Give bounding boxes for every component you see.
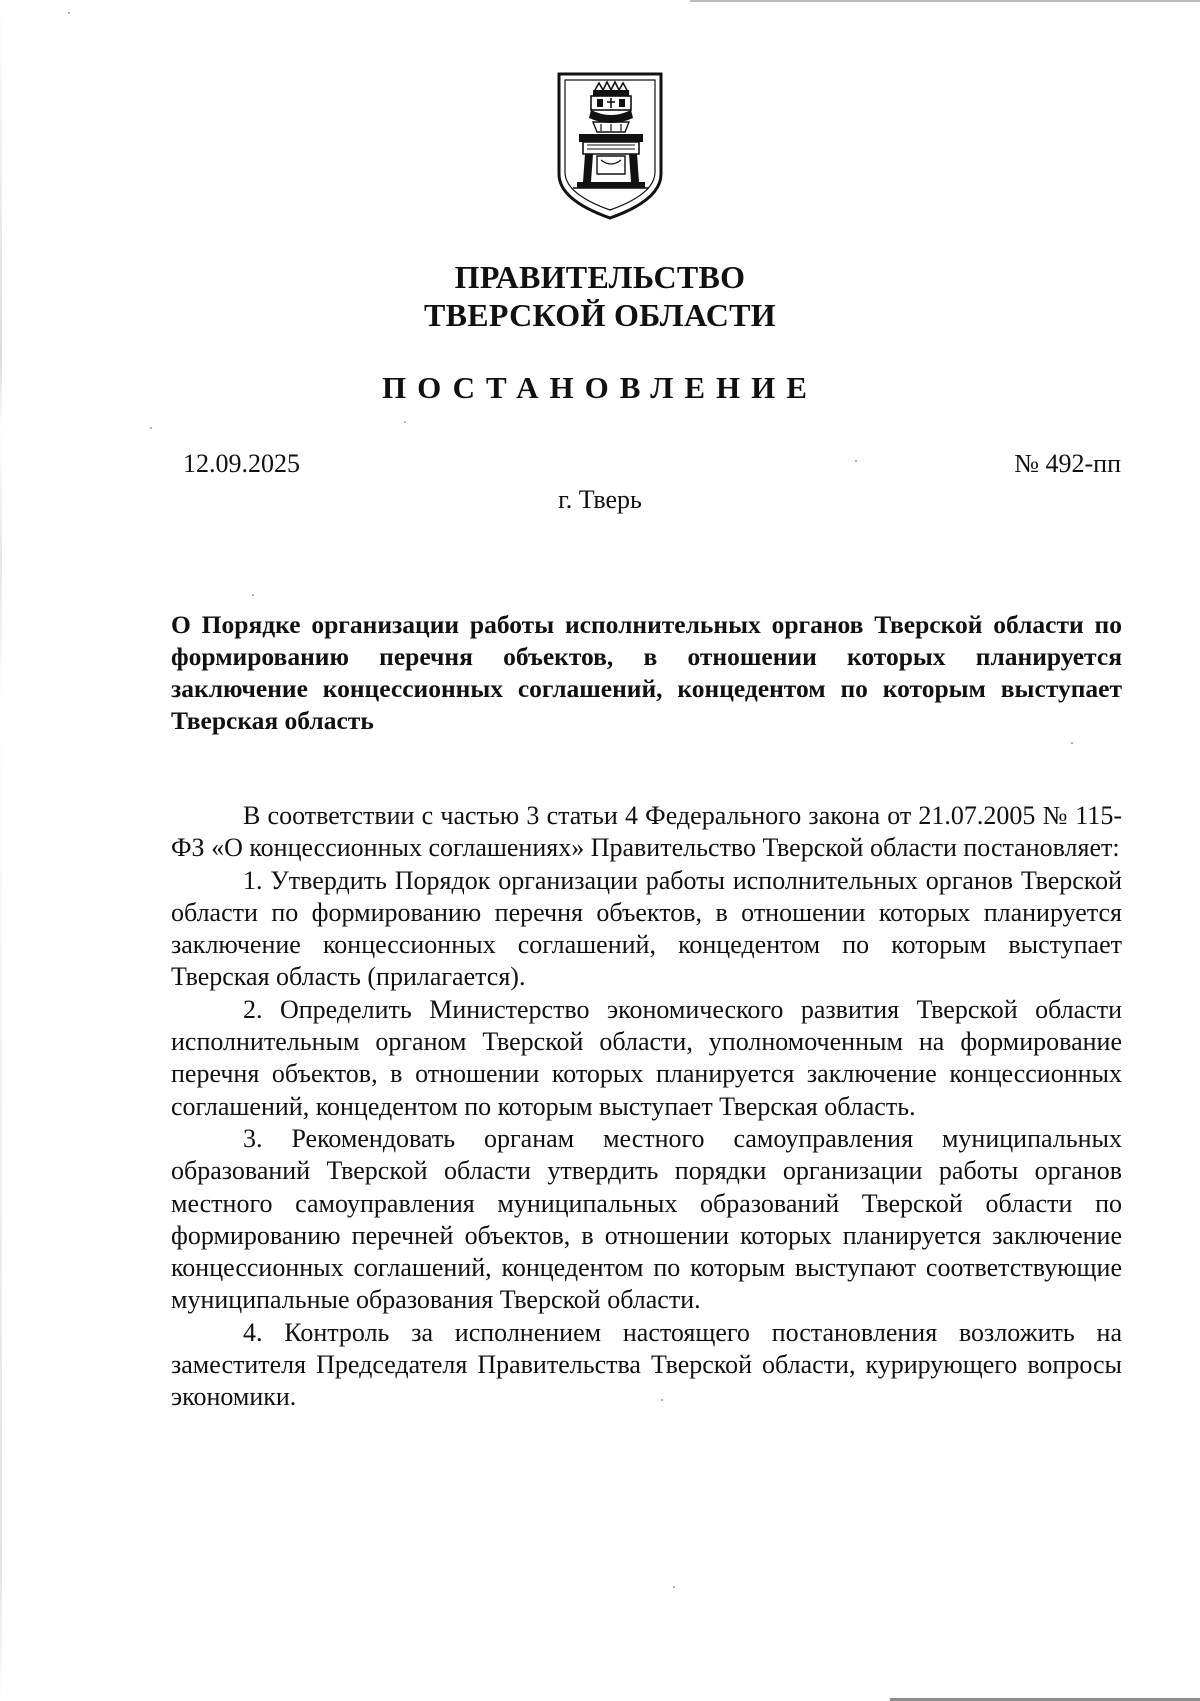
scan-speck [150, 427, 152, 429]
document-body [171, 800, 1122, 1414]
tver-coat-of-arms-icon [553, 70, 667, 222]
scan-speck [855, 460, 857, 462]
body-item-1: 1. Утвердить Порядок организации работы исполнительных органов Тверской области по формированию перечня объектов, в отношении которых планируется заключение концессионных соглашений, концедентом по которым выступает Тверская область (прилагается). [171, 865, 1122, 992]
body-item-2: 2. Определить Министерство экономического развития Тверской области исполнительным органом Тверской области, уполномоченным на формирование перечня объектов, в отношении которых планируется заключение концессионных соглашений, концедентом по которым выступает Тверская область. [171, 994, 1122, 1121]
document-subject: О Порядке организации работы исполнительных органов Тверской области по формированию перечня объектов, в отношении которых планируется заключение концессионных соглашений, концедентом по которым выступает Тверская область [171, 610, 1122, 735]
document-date: 12.09.2025 [183, 449, 300, 478]
organization-name [0, 258, 1200, 334]
scan-speck [1071, 742, 1073, 744]
scan-speck [252, 594, 254, 596]
document-number: № 492-пп [1014, 449, 1121, 478]
organization-name-line-1: ПРАВИТЕЛЬСТВО [454, 259, 746, 295]
body-preamble: В соответствии с частью 3 статьи 4 Федерального закона от 21.07.2005 № 115-ФЗ «О концессионных соглашениях» Правительство Тверской области постановляет: [171, 801, 1122, 863]
organization-name-line-2: ТВЕРСКОЙ ОБЛАСТИ [423, 297, 777, 333]
document-type: ПОСТАНОВЛЕНИЕ [382, 370, 818, 405]
scan-speck [68, 12, 70, 14]
scan-speck [404, 421, 406, 423]
document-city: г. Тверь [558, 485, 642, 514]
body-item-3: 3. Рекомендовать органам местного самоуправления муниципальных образований Тверской области утвердить порядки организации работы органов местного самоуправления муниципальных образований Тверской области по формированию перечней объектов, в отношении которых планируется заключение концессионных соглашений, концедентом по которым выступают соответствующие муниципальные образования Тверской области. [171, 1123, 1122, 1315]
scan-edge-top [690, 0, 1200, 2]
body-item-4: 4. Контроль за исполнением настоящего постановления возложить на заместителя Председателя Правительства Тверской области, курирующего вопросы экономики. [171, 1317, 1122, 1412]
scan-edge-left [0, 0, 2, 1701]
scan-speck [673, 1586, 675, 1588]
